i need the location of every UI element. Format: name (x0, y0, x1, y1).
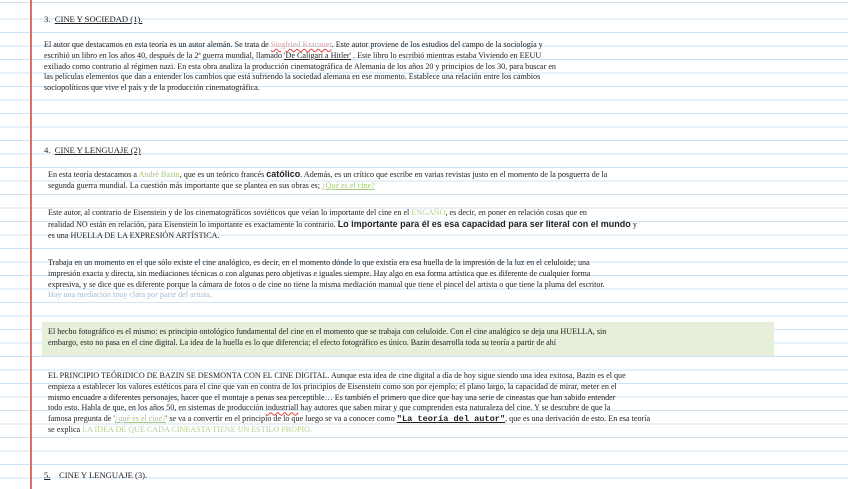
text-line: realidad NO están en relación, para Eisenstein lo importante es exactamente lo contrario. Lo importante para él es esa capacidad para ser literal con el mundo y (48, 218, 637, 229)
text-line: sociopolíticos que vive el país y de la producción cinematográfica. (44, 83, 260, 93)
text-line: empieza a establecer los valores estéticos para el cine que van en contra de los principios de Eisenstein como son por ejemplo; el plano largo, la capacidad de mirar, meter en el (48, 381, 617, 391)
text-line: El hecho fotográfico es el mismo: es principio ontológico fundamental del cine en el momento que se trabaja con celuloide. Con el cine analógico se deja una HUELLA, sin (48, 327, 607, 336)
text-line: En esta teoría destacamos a André Bazin, que es un teórico francés católico. Además, es un crítico que escribe en varias revistas justo en el momento de la posguerra de la (48, 169, 608, 179)
question-link[interactable]: ¿Qué es el cine? (321, 180, 375, 190)
author-name: André Bazin (138, 170, 180, 179)
text-line: segunda guerra mundial. La cuestión más importante que se plantea en sus obras es; ¿Qué es el cine? (48, 180, 375, 190)
text-line: todo esto. Habla de que, en los años 50, en sistemas de producción industriall hay autores que saben mirar y que comprenden esta naturaleza del cine. Y se descubre de que la (48, 403, 611, 413)
text-line: exiliado como contrario al régimen nazi. En esta obra analiza la producción cinematográfica de Alemania de los años 20 y principios de los 30, para buscar en (44, 61, 556, 71)
heading-text: CINE Y LENGUAJE (3). (59, 470, 148, 480)
margin-line (30, 0, 32, 489)
text-line: impresión exacta y directa, sin mediaciones técnicas o con algunas pero objetivas e iguales siempre. Hay algo en esa forma artística que es diferente de cualquier forma (48, 268, 591, 278)
text-line: es una HUELLA DE LA EXPRESIÓN ARTÍSTICA. (48, 230, 220, 240)
heading-number: 3. (44, 14, 51, 24)
paragraph-bazin-intro (48, 169, 788, 192)
text-line: famosa pregunta de '¿qué es el cine?' se va a convertir en el principio de lo que luego se va a conocer como "La teoría del autor", que es una derivación de esto. En esa teoría (48, 414, 651, 425)
paragraph-kracauer (44, 40, 744, 94)
paragraph-photographic (48, 327, 778, 349)
text-line: Trabaja en un momento en el que sólo existe el cine analógico, es decir, en el momento dónde lo que existía era esa huella de la impresión de la luz en el celuloide; una (48, 258, 590, 267)
heading-section-5 (44, 470, 147, 481)
text-line: Hay una mediación muy clara por parte del artista. (48, 290, 212, 300)
heading-text: CINE Y SOCIEDAD (1). (54, 14, 143, 24)
text-line: mismo encuadre a diferentes personajes, hacer que el montaje a penas sea perceptible… Es también el primero que dice que hay una serie de cineastas que han sabido entender (48, 392, 616, 402)
question-link[interactable]: ¿qué es el cine? (114, 414, 166, 424)
heading-section-3 (44, 14, 142, 25)
misspelled-word[interactable]: Siegfried Kracauer (270, 40, 332, 49)
misspelled-word[interactable]: industriall (265, 403, 299, 413)
heading-text: CINE Y LENGUAJE (2) (54, 145, 141, 155)
text-line: El autor que destacamos en esta teoría es un autor alemán. Se trata de Siegfried Kracauer. Este autor proviene de los estudios del campo de la sociología y (44, 40, 543, 49)
heading-number: 4. (44, 145, 51, 155)
text-line: Este autor, al contrario de Eisenstein y de los cinematográficos soviéticos que veían lo importante del cine en el ENGAÑO, es decir, en poner en relación cosas que en (48, 208, 587, 217)
text-line: expresiva, y se dice que es diferente porque la cámara de fotos o de cine no tiene la misma mediación manual que tiene el pincel del artista o que tiene la pluma del escritor. (48, 279, 605, 289)
paragraph-digital (48, 371, 788, 436)
text-line: embargo, esto no pasa en el cine digital. La idea de la huella es lo que diferencia; el efecto fotográfico es único. Bazin desarrolla toda su teoría a partir de ahí (48, 337, 556, 347)
paragraph-analog (48, 258, 788, 301)
heading-section-4 (44, 145, 141, 156)
book-title: 'De Caligari a Hitler' (284, 50, 352, 60)
text-line: EL PRINCIPIO TEÓRIDICO DE BAZIN SE DESMONTA CON EL CINE DIGITAL. Aunque esta idea de cine digital a día de hoy sigue siendo una idea exitosa, Bazin es el que (48, 371, 626, 380)
text-line: se explica LA IDEA DE QUE CADA CINEASTA TIENE UN ESTILO PROPIO. (48, 424, 313, 434)
paragraph-eisenstein (48, 208, 788, 241)
text-line: las películas elementos que dan a entender los cambios que está sufriendo la sociedad alemana en ese momento. Establece una relación entre los cambios (44, 72, 541, 82)
heading-number: 5. (44, 470, 51, 480)
text-line: escribió un libro en los años 40, después de la 2ª guerra mundial, llamado 'De Caligari a Hitler' . Este libro lo escribió mientras estaba Viviendo en EEUU (44, 50, 542, 60)
